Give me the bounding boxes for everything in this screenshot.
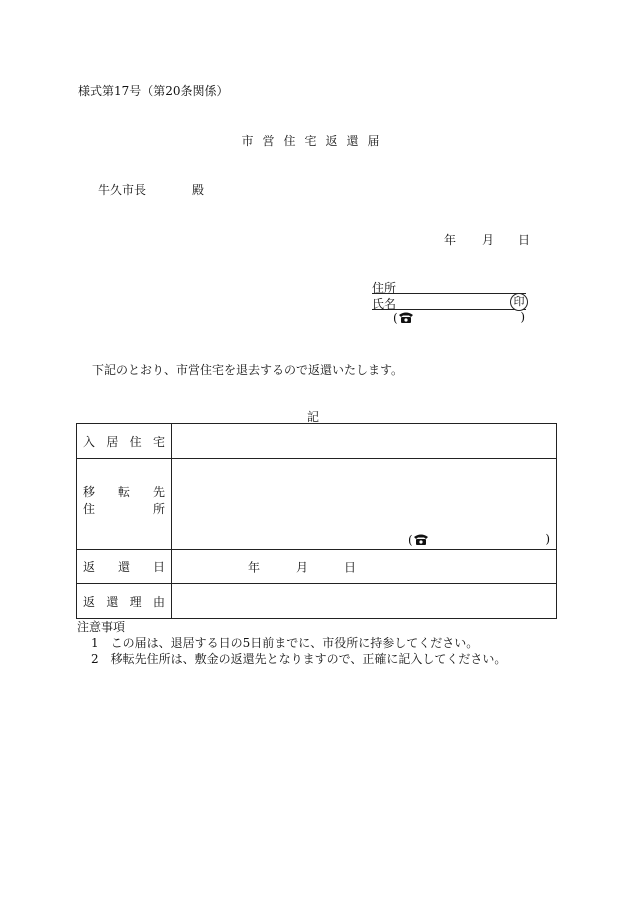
return-day: 日 bbox=[344, 560, 357, 574]
return-date-value-cell[interactable] bbox=[172, 550, 557, 584]
return-year: 年 bbox=[248, 560, 261, 574]
ki-heading: 記 bbox=[306, 410, 319, 424]
new-address-phone[interactable]: ( ) bbox=[408, 532, 550, 547]
addressee bbox=[98, 181, 204, 198]
row-label-return-reason: 返 還 理 由 bbox=[77, 584, 172, 619]
submission-date bbox=[444, 231, 530, 248]
statement-text: 下記のとおり、市営住宅を退去するので返還いたします。 bbox=[92, 363, 404, 377]
applicant-name-line[interactable] bbox=[372, 295, 526, 310]
notes-title: 注意事項 bbox=[77, 620, 126, 634]
date-month: 月 bbox=[482, 233, 495, 247]
telephone-icon bbox=[413, 532, 429, 546]
document-title: 市営住宅返還届 bbox=[241, 134, 389, 148]
row-label-residence: 入 居 住 宅 bbox=[77, 424, 172, 459]
new-address-value-cell[interactable] bbox=[172, 459, 557, 550]
return-month: 月 bbox=[296, 560, 309, 574]
seal-mark: 印 bbox=[510, 293, 528, 311]
applicant-address-label: 住所 bbox=[372, 281, 397, 295]
table-row bbox=[77, 550, 557, 584]
residence-value-cell[interactable] bbox=[172, 424, 557, 459]
table-row bbox=[77, 584, 557, 619]
applicant-phone[interactable] bbox=[393, 310, 525, 325]
row-label-new-address: 移 転 先 住 所 bbox=[77, 459, 172, 550]
details-table bbox=[76, 423, 557, 619]
addressee-name: 牛久市長 bbox=[98, 183, 147, 197]
table-row bbox=[77, 424, 557, 459]
row-label-return-date: 返 還 日 bbox=[77, 550, 172, 584]
phone-close-paren: ) bbox=[520, 310, 525, 324]
note-item: 2 移転先住所は、敷金の返還先となりますので、正確に記入してください。 bbox=[91, 652, 507, 666]
addressee-honorific: 殿 bbox=[192, 183, 205, 197]
telephone-icon bbox=[398, 310, 414, 324]
applicant-name-label: 氏名 bbox=[372, 297, 397, 311]
date-year: 年 bbox=[444, 233, 457, 247]
return-reason-value-cell[interactable] bbox=[172, 584, 557, 619]
note-item: 1 この届は、退居する日の5日前までに、市役所に持参してください。 bbox=[91, 636, 479, 650]
form-number: 様式第17号（第20条関係） bbox=[78, 84, 229, 98]
applicant-address-line[interactable] bbox=[372, 279, 526, 294]
date-day: 日 bbox=[518, 233, 531, 247]
table-row bbox=[77, 459, 557, 550]
phone-open-paren: ( bbox=[393, 311, 398, 325]
